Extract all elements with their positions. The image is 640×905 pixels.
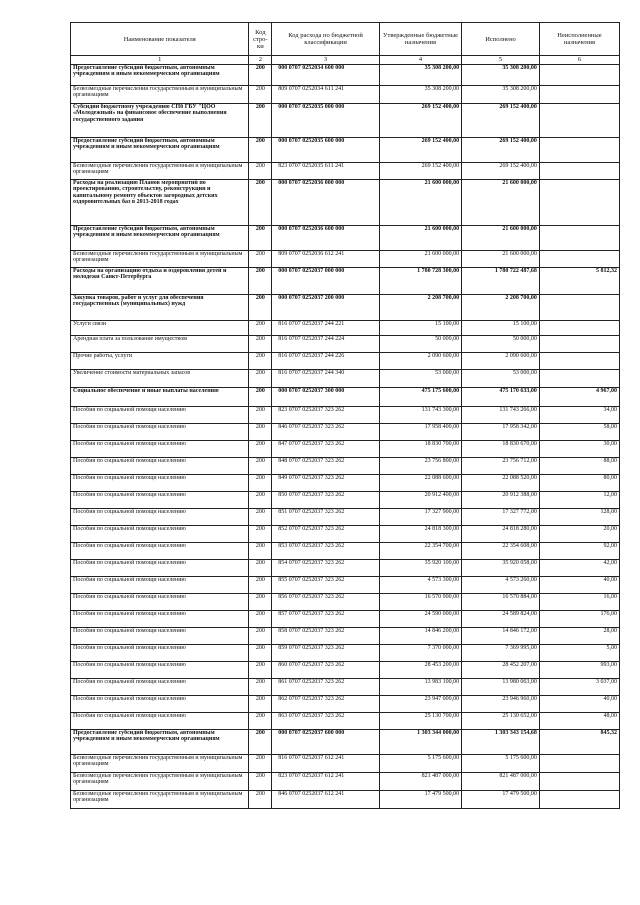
remaining-amount-cell: [539, 321, 619, 336]
remaining-amount-cell: 48,00: [539, 713, 619, 730]
executed-amount-cell: 21 600 000,00: [462, 251, 540, 268]
indicator-name-cell: Пособия по социальной помощи населению: [71, 628, 249, 645]
indicator-name-cell: Арендная плата за пользование имуществом: [71, 336, 249, 353]
approved-amount-cell: 22 354 700,00: [379, 543, 461, 560]
approved-amount-cell: 7 370 000,00: [379, 645, 461, 662]
approved-amount-cell: 50 000,00: [379, 336, 461, 353]
indicator-name-cell: Безвозмездные перечисления государственным и муниципальным организациям: [71, 755, 249, 773]
table-row: [71, 268, 620, 295]
line-code-cell: 200: [249, 370, 272, 388]
remaining-amount-cell: [539, 138, 619, 163]
indicator-name-cell: Пособия по социальной помощи населению: [71, 577, 249, 594]
budget-code-cell: 000 0707 0252036 600 000: [272, 226, 380, 251]
budget-code-cell: 847 0707 0252037 323 262: [272, 441, 380, 458]
budget-code-cell: 857 0707 0252037 323 262: [272, 611, 380, 628]
table-row: [71, 475, 620, 492]
executed-amount-cell: 21 600 000,00: [462, 226, 540, 251]
budget-code-cell: 852 0707 0252037 323 262: [272, 526, 380, 543]
approved-amount-cell: 53 000,00: [379, 370, 461, 388]
table-row: [71, 138, 620, 163]
budget-code-cell: 816 0707 0252037 244 224: [272, 336, 380, 353]
table-row: [71, 662, 620, 679]
table-row: [71, 295, 620, 321]
header-executed: Исполнено: [462, 23, 540, 56]
indicator-name-cell: Закупка товаров, работ и услуг для обеспечения государственных (муниципальных) нужд: [71, 295, 249, 321]
line-code-cell: 200: [249, 611, 272, 628]
line-code-cell: 200: [249, 138, 272, 163]
line-code-cell: 200: [249, 104, 272, 138]
table-row: [71, 65, 620, 86]
remaining-amount-cell: [539, 773, 619, 791]
approved-amount-cell: 35 308 200,00: [379, 65, 461, 86]
table-row: [71, 407, 620, 424]
line-code-cell: 200: [249, 594, 272, 611]
executed-amount-cell: 53 000,00: [462, 370, 540, 388]
line-code-cell: 200: [249, 458, 272, 475]
indicator-name-cell: Расходы на реализацию Планов мероприятий по проектированию, строительству, реконструкции и капитальному ремонту объектов загородных детских оздоровительных баз в 2013-2018 годах: [71, 180, 249, 226]
executed-amount-cell: 23 946 960,00: [462, 696, 540, 713]
table-row: [71, 441, 620, 458]
budget-code-cell: 000 0707 0252037 000 000: [272, 268, 380, 295]
executed-amount-cell: 24 589 824,00: [462, 611, 540, 628]
line-code-cell: 200: [249, 509, 272, 526]
table-row: [71, 104, 620, 138]
indicator-name-cell: Пособия по социальной помощи населению: [71, 594, 249, 611]
executed-amount-cell: 2 090 600,00: [462, 353, 540, 370]
table-row: [71, 526, 620, 543]
approved-amount-cell: 5 175 600,00: [379, 755, 461, 773]
budget-code-cell: 859 0707 0252037 323 262: [272, 645, 380, 662]
remaining-amount-cell: [539, 180, 619, 226]
budget-code-cell: 816 0707 0252037 244 340: [272, 370, 380, 388]
executed-amount-cell: 2 208 700,00: [462, 295, 540, 321]
line-code-cell: 200: [249, 696, 272, 713]
budget-code-cell: 000 0707 0252036 000 000: [272, 180, 380, 226]
remaining-amount-cell: [539, 251, 619, 268]
header-budget-code: Код расхода по бюджетной классификации: [272, 23, 380, 56]
remaining-amount-cell: 88,00: [539, 458, 619, 475]
remaining-amount-cell: 28,00: [539, 628, 619, 645]
line-code-cell: 200: [249, 730, 272, 755]
executed-amount-cell: 475 170 633,00: [462, 388, 540, 407]
table-row: [71, 594, 620, 611]
executed-amount-cell: 35 308 200,00: [462, 65, 540, 86]
budget-code-cell: 823 0707 0252037 323 262: [272, 407, 380, 424]
approved-amount-cell: 21 600 000,00: [379, 251, 461, 268]
header-indicator-name: Наименование показателя: [71, 23, 249, 56]
remaining-amount-cell: 58,00: [539, 424, 619, 441]
budget-code-cell: 823 0707 0252035 611 241: [272, 163, 380, 180]
approved-amount-cell: 15 100,00: [379, 321, 461, 336]
budget-code-cell: 000 0707 0252037 200 000: [272, 295, 380, 321]
line-code-cell: 200: [249, 295, 272, 321]
indicator-name-cell: Социальное обеспечение и иные выплаты населению: [71, 388, 249, 407]
approved-amount-cell: 475 175 600,00: [379, 388, 461, 407]
indicator-name-cell: Безвозмездные перечисления государственным и муниципальным организациям: [71, 163, 249, 180]
approved-amount-cell: 269 152 400,00: [379, 138, 461, 163]
indicator-name-cell: Безвозмездные перечисления государственным и муниципальным организациям: [71, 251, 249, 268]
approved-amount-cell: 269 152 400,00: [379, 104, 461, 138]
budget-table: [70, 22, 620, 809]
remaining-amount-cell: 20,00: [539, 526, 619, 543]
indicator-name-cell: Пособия по социальной помощи населению: [71, 645, 249, 662]
indicator-name-cell: Пособия по социальной помощи населению: [71, 509, 249, 526]
indicator-name-cell: Пособия по социальной помощи населению: [71, 696, 249, 713]
budget-code-cell: 861 0707 0252037 323 262: [272, 679, 380, 696]
line-code-cell: 200: [249, 65, 272, 86]
indicator-name-cell: Пособия по социальной помощи населению: [71, 679, 249, 696]
executed-amount-cell: 4 573 260,00: [462, 577, 540, 594]
line-code-cell: 200: [249, 577, 272, 594]
indicator-name-cell: Предоставление субсидий бюджетным, автономным учреждениям и иным некоммерческим организациям: [71, 65, 249, 86]
table-row: [71, 791, 620, 809]
executed-amount-cell: 17 479 500,00: [462, 791, 540, 809]
approved-amount-cell: 35 920 100,00: [379, 560, 461, 577]
indicator-name-cell: Субсидии бюджетному учреждению СПб ГБУ "ЦОО «Молодежный» на финансовое обеспечение выполнения государственного задания: [71, 104, 249, 138]
indicator-name-cell: Пособия по социальной помощи населению: [71, 424, 249, 441]
line-code-cell: 200: [249, 163, 272, 180]
remaining-amount-cell: [539, 755, 619, 773]
remaining-amount-cell: [539, 226, 619, 251]
table-row: [71, 645, 620, 662]
remaining-amount-cell: 92,00: [539, 543, 619, 560]
budget-code-cell: 862 0707 0252037 323 262: [272, 696, 380, 713]
executed-amount-cell: 13 980 063,00: [462, 679, 540, 696]
budget-code-cell: 000 0707 0252035 000 000: [272, 104, 380, 138]
budget-code-cell: 000 0707 0252035 600 000: [272, 138, 380, 163]
table-row: [71, 509, 620, 526]
approved-amount-cell: 131 743 300,00: [379, 407, 461, 424]
approved-amount-cell: 25 130 700,00: [379, 713, 461, 730]
column-number: 4: [379, 56, 461, 65]
approved-amount-cell: 21 600 000,00: [379, 226, 461, 251]
executed-amount-cell: 15 100,00: [462, 321, 540, 336]
column-number: 5: [462, 56, 540, 65]
executed-amount-cell: 7 369 995,00: [462, 645, 540, 662]
line-code-cell: 200: [249, 441, 272, 458]
budget-code-cell: 855 0707 0252037 323 262: [272, 577, 380, 594]
table-row: [71, 560, 620, 577]
indicator-name-cell: Услуги связи: [71, 321, 249, 336]
remaining-amount-cell: 845,32: [539, 730, 619, 755]
remaining-amount-cell: 80,00: [539, 475, 619, 492]
budget-code-cell: 850 0707 0252037 323 262: [272, 492, 380, 509]
indicator-name-cell: Прочие работы, услуги: [71, 353, 249, 370]
remaining-amount-cell: [539, 65, 619, 86]
remaining-amount-cell: 993,00: [539, 662, 619, 679]
table-row: [71, 163, 620, 180]
budget-code-cell: 853 0707 0252037 323 262: [272, 543, 380, 560]
indicator-name-cell: Безвозмездные перечисления государственным и муниципальным организациям: [71, 791, 249, 809]
approved-amount-cell: 21 600 000,00: [379, 180, 461, 226]
executed-amount-cell: 1 780 722 487,68: [462, 268, 540, 295]
budget-code-cell: 848 0707 0252037 323 262: [272, 458, 380, 475]
executed-amount-cell: 25 130 652,00: [462, 713, 540, 730]
indicator-name-cell: Расходы на организацию отдыха и оздоровления детей и молодежи Санкт-Петербурга: [71, 268, 249, 295]
budget-code-cell: 816 0707 0252037 612 241: [272, 755, 380, 773]
budget-code-cell: 000 0707 0252034 600 000: [272, 65, 380, 86]
line-code-cell: 200: [249, 424, 272, 441]
column-number: 6: [539, 56, 619, 65]
header-remaining: Неисполненные назначения: [539, 23, 619, 56]
approved-amount-cell: 18 830 700,00: [379, 441, 461, 458]
remaining-amount-cell: 34,00: [539, 407, 619, 424]
column-number: 2: [249, 56, 272, 65]
line-code-cell: 200: [249, 645, 272, 662]
approved-amount-cell: 24 590 000,00: [379, 611, 461, 628]
line-code-cell: 200: [249, 388, 272, 407]
indicator-name-cell: Предоставление субсидий бюджетным, автономным учреждениям и иным некоммерческим организациям: [71, 226, 249, 251]
executed-amount-cell: 21 600 000,00: [462, 180, 540, 226]
header-line-code: Код стро-ки: [249, 23, 272, 56]
approved-amount-cell: 23 756 800,00: [379, 458, 461, 475]
remaining-amount-cell: 176,00: [539, 611, 619, 628]
indicator-name-cell: Пособия по социальной помощи населению: [71, 492, 249, 509]
remaining-amount-cell: [539, 104, 619, 138]
indicator-name-cell: Пособия по социальной помощи населению: [71, 441, 249, 458]
executed-amount-cell: 18 830 670,00: [462, 441, 540, 458]
table-body: [71, 65, 620, 809]
indicator-name-cell: Безвозмездные перечисления государственным и муниципальным организациям: [71, 773, 249, 791]
line-code-cell: 200: [249, 662, 272, 679]
budget-code-cell: 000 0707 0252037 600 000: [272, 730, 380, 755]
line-code-cell: 200: [249, 180, 272, 226]
budget-code-cell: 846 0707 0252037 612 241: [272, 791, 380, 809]
executed-amount-cell: 23 756 712,00: [462, 458, 540, 475]
table-row: [71, 611, 620, 628]
executed-amount-cell: 5 175 600,00: [462, 755, 540, 773]
line-code-cell: 200: [249, 86, 272, 104]
executed-amount-cell: 24 818 280,00: [462, 526, 540, 543]
executed-amount-cell: 22 088 520,00: [462, 475, 540, 492]
budget-code-cell: 816 0707 0252037 244 226: [272, 353, 380, 370]
remaining-amount-cell: [539, 370, 619, 388]
budget-code-cell: 860 0707 0252037 323 262: [272, 662, 380, 679]
executed-amount-cell: 269 152 400,00: [462, 104, 540, 138]
header-approved: Утвержденные бюджетные назначения: [379, 23, 461, 56]
budget-code-cell: 858 0707 0252037 323 262: [272, 628, 380, 645]
remaining-amount-cell: 40,00: [539, 696, 619, 713]
column-number: 1: [71, 56, 249, 65]
table-row: [71, 251, 620, 268]
approved-amount-cell: 17 479 500,00: [379, 791, 461, 809]
remaining-amount-cell: [539, 163, 619, 180]
indicator-name-cell: Пособия по социальной помощи населению: [71, 458, 249, 475]
executed-amount-cell: 269 152 400,00: [462, 138, 540, 163]
table-row: [71, 458, 620, 475]
budget-code-cell: 851 0707 0252037 323 262: [272, 509, 380, 526]
line-code-cell: 200: [249, 526, 272, 543]
executed-amount-cell: 131 743 266,00: [462, 407, 540, 424]
indicator-name-cell: Предоставление субсидий бюджетным, автономным учреждениям и иным некоммерческим организациям: [71, 138, 249, 163]
approved-amount-cell: 1 303 344 000,00: [379, 730, 461, 755]
approved-amount-cell: 24 818 300,00: [379, 526, 461, 543]
indicator-name-cell: Пособия по социальной помощи населению: [71, 543, 249, 560]
executed-amount-cell: 50 000,00: [462, 336, 540, 353]
budget-code-cell: 863 0707 0252037 323 262: [272, 713, 380, 730]
table-row: [71, 679, 620, 696]
line-code-cell: 200: [249, 251, 272, 268]
indicator-name-cell: Пособия по социальной помощи населению: [71, 407, 249, 424]
executed-amount-cell: 28 452 207,00: [462, 662, 540, 679]
table-row: [71, 628, 620, 645]
remaining-amount-cell: 128,00: [539, 509, 619, 526]
budget-code-cell: 854 0707 0252037 323 262: [272, 560, 380, 577]
table-row: [71, 730, 620, 755]
approved-amount-cell: 17 958 400,00: [379, 424, 461, 441]
budget-code-cell: 000 0707 0252037 300 000: [272, 388, 380, 407]
remaining-amount-cell: 5 812,32: [539, 268, 619, 295]
budget-code-cell: 823 0707 0252037 612 241: [272, 773, 380, 791]
column-number-row: [71, 56, 620, 65]
table-row: [71, 321, 620, 336]
table-row: [71, 577, 620, 594]
indicator-name-cell: Пособия по социальной помощи населению: [71, 475, 249, 492]
line-code-cell: 200: [249, 628, 272, 645]
approved-amount-cell: 1 780 728 300,00: [379, 268, 461, 295]
executed-amount-cell: 35 920 058,00: [462, 560, 540, 577]
indicator-name-cell: Пособия по социальной помощи населению: [71, 713, 249, 730]
approved-amount-cell: 2 208 700,00: [379, 295, 461, 321]
remaining-amount-cell: [539, 336, 619, 353]
executed-amount-cell: 1 303 343 154,68: [462, 730, 540, 755]
executed-amount-cell: 22 354 608,00: [462, 543, 540, 560]
budget-code-cell: 849 0707 0252037 323 262: [272, 475, 380, 492]
line-code-cell: 200: [249, 353, 272, 370]
line-code-cell: 200: [249, 560, 272, 577]
approved-amount-cell: 28 453 200,00: [379, 662, 461, 679]
budget-code-cell: 846 0707 0252037 323 262: [272, 424, 380, 441]
table-row: [71, 226, 620, 251]
remaining-amount-cell: [539, 86, 619, 104]
approved-amount-cell: 4 573 300,00: [379, 577, 461, 594]
line-code-cell: 200: [249, 755, 272, 773]
indicator-name-cell: Увеличение стоимости материальных запасов: [71, 370, 249, 388]
table-row: [71, 755, 620, 773]
approved-amount-cell: 20 912 400,00: [379, 492, 461, 509]
table-row: [71, 713, 620, 730]
approved-amount-cell: 16 570 900,00: [379, 594, 461, 611]
remaining-amount-cell: 40,00: [539, 577, 619, 594]
line-code-cell: 200: [249, 336, 272, 353]
remaining-amount-cell: [539, 353, 619, 370]
table-row: [71, 370, 620, 388]
table-row: [71, 773, 620, 791]
remaining-amount-cell: 4 967,00: [539, 388, 619, 407]
indicator-name-cell: Пособия по социальной помощи населению: [71, 560, 249, 577]
line-code-cell: 200: [249, 492, 272, 509]
budget-code-cell: 809 0707 0252034 611 241: [272, 86, 380, 104]
line-code-cell: 200: [249, 713, 272, 730]
remaining-amount-cell: 5,00: [539, 645, 619, 662]
table-row: [71, 336, 620, 353]
executed-amount-cell: 17 327 772,00: [462, 509, 540, 526]
executed-amount-cell: 14 846 172,00: [462, 628, 540, 645]
remaining-amount-cell: 16,00: [539, 594, 619, 611]
table-row: [71, 424, 620, 441]
remaining-amount-cell: 3 037,00: [539, 679, 619, 696]
line-code-cell: 200: [249, 407, 272, 424]
table-row: [71, 180, 620, 226]
indicator-name-cell: Пособия по социальной помощи населению: [71, 526, 249, 543]
approved-amount-cell: 35 308 200,00: [379, 86, 461, 104]
table-row: [71, 388, 620, 407]
approved-amount-cell: 17 327 900,00: [379, 509, 461, 526]
budget-execution-sheet: [70, 22, 620, 809]
remaining-amount-cell: 42,00: [539, 560, 619, 577]
table-row: [71, 696, 620, 713]
approved-amount-cell: 14 846 200,00: [379, 628, 461, 645]
line-code-cell: 200: [249, 475, 272, 492]
executed-amount-cell: 17 958 342,00: [462, 424, 540, 441]
remaining-amount-cell: 12,00: [539, 492, 619, 509]
table-row: [71, 543, 620, 560]
executed-amount-cell: 269 152 400,00: [462, 163, 540, 180]
table-row: [71, 353, 620, 370]
executed-amount-cell: 821 487 000,00: [462, 773, 540, 791]
remaining-amount-cell: [539, 791, 619, 809]
table-row: [71, 86, 620, 104]
column-number: 3: [272, 56, 380, 65]
indicator-name-cell: Предоставление субсидий бюджетным, автономным учреждениям и иным некоммерческим организациям: [71, 730, 249, 755]
approved-amount-cell: 821 487 000,00: [379, 773, 461, 791]
header-row: [71, 23, 620, 56]
indicator-name-cell: Пособия по социальной помощи населению: [71, 662, 249, 679]
remaining-amount-cell: 30,00: [539, 441, 619, 458]
approved-amount-cell: 2 090 600,00: [379, 353, 461, 370]
indicator-name-cell: Пособия по социальной помощи населению: [71, 611, 249, 628]
line-code-cell: 200: [249, 268, 272, 295]
remaining-amount-cell: [539, 295, 619, 321]
approved-amount-cell: 13 983 100,00: [379, 679, 461, 696]
line-code-cell: 200: [249, 679, 272, 696]
line-code-cell: 200: [249, 321, 272, 336]
budget-code-cell: 809 0707 0252036 612 241: [272, 251, 380, 268]
line-code-cell: 200: [249, 791, 272, 809]
executed-amount-cell: 35 308 200,00: [462, 86, 540, 104]
table-row: [71, 492, 620, 509]
budget-code-cell: 816 0707 0252037 244 221: [272, 321, 380, 336]
line-code-cell: 200: [249, 543, 272, 560]
executed-amount-cell: 16 570 884,00: [462, 594, 540, 611]
approved-amount-cell: 23 947 000,00: [379, 696, 461, 713]
executed-amount-cell: 20 912 388,00: [462, 492, 540, 509]
line-code-cell: 200: [249, 226, 272, 251]
indicator-name-cell: Безвозмездные перечисления государственным и муниципальным организациям: [71, 86, 249, 104]
approved-amount-cell: 269 152 400,00: [379, 163, 461, 180]
budget-code-cell: 856 0707 0252037 323 262: [272, 594, 380, 611]
approved-amount-cell: 22 088 600,00: [379, 475, 461, 492]
line-code-cell: 200: [249, 773, 272, 791]
